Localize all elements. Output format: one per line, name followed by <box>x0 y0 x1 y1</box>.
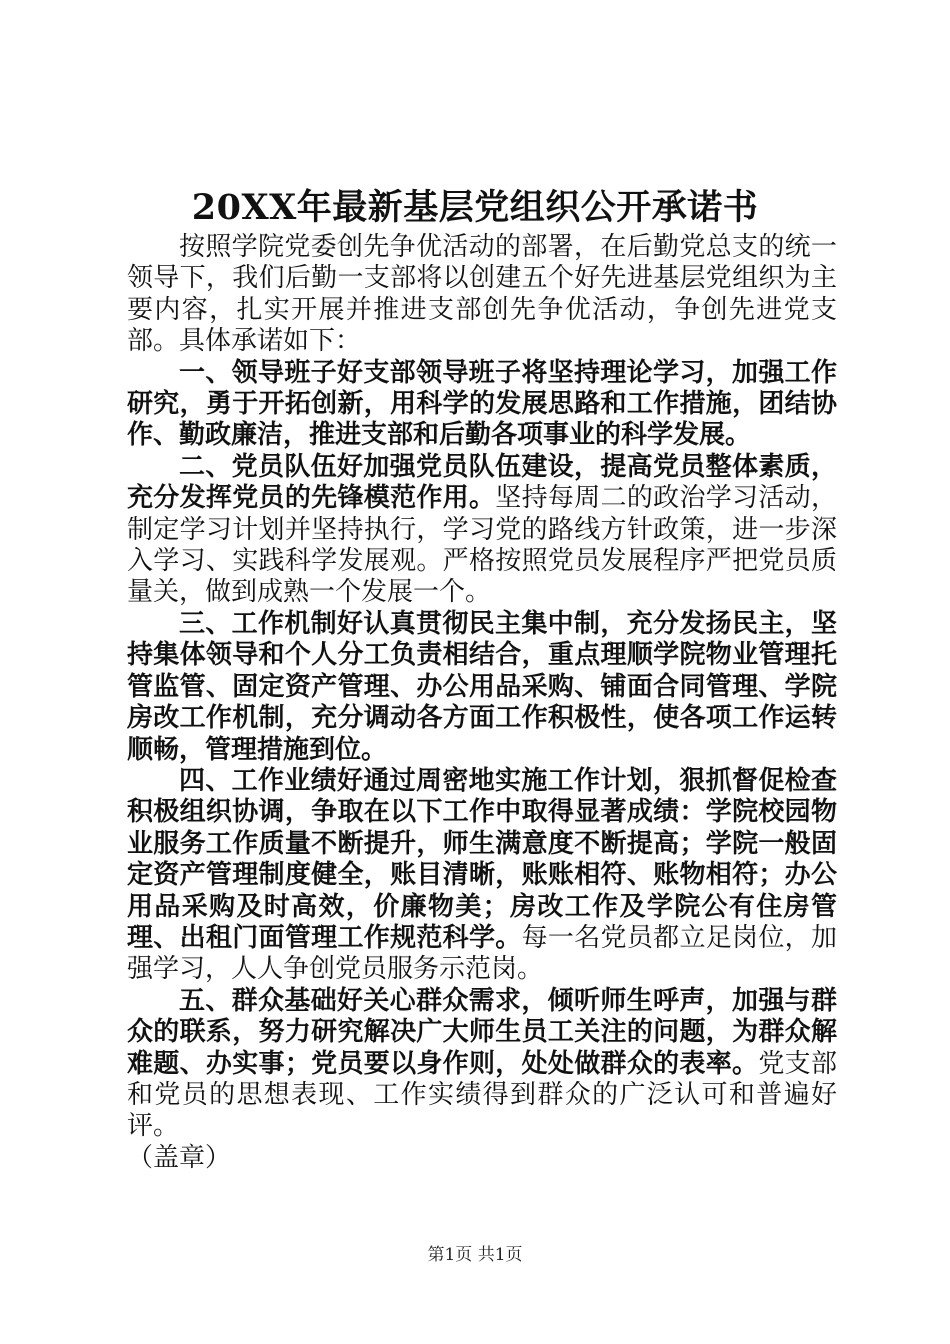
commitment-section-5 <box>127 986 837 1143</box>
section-2-body-text: 坚持每周二的政治学习活动，制定学习计划并坚持执行，学习党的路线方针政策，进一步深入学习、实践科学发展观。严格按照党员发展程序严把党员质量关，做到成熟一个发展一个。 <box>127 483 837 608</box>
commitment-section-3 <box>127 609 837 766</box>
document-title: 20XX年最新基层党组织公开承诺书 <box>191 187 759 228</box>
section-4-body-text: 每一名党员都立足岗位，加强学习，人人争创党员服务示范岗。 <box>127 922 837 985</box>
commitment-section-2 <box>127 452 837 609</box>
commitment-section-1 <box>127 358 837 452</box>
section-1-heading-text: 一、领导班子好支部领导班子将坚持理论学习，加强工作研究，勇于开拓创新，用科学的发展思路和工作措施，团结协作、勤政廉洁，推进支部和后勤各项事业的科学发展。 <box>127 357 837 451</box>
seal-note: （盖章） <box>127 1142 232 1173</box>
section-3-heading-text: 三、工作机制好认真贯彻民主集中制，充分发扬民主，坚持集体领导和个人分工负责相结合，重点理顺学院物业管理托管监管、固定资产管理、办公用品采购、铺面合同管理、学院房改工作机制，充分调动各方面工作积极性，使各项工作运转顺畅，管理措施到位。 <box>127 608 837 765</box>
section-2-heading-text: 二、党员队伍好加强党员队伍建设，提高党员整体素质，充分发挥党员的先锋模范作用。 <box>127 451 837 514</box>
document-body <box>127 232 837 1174</box>
intro-paragraph: 按照学院党委创先争优活动的部署，在后勤党总支的统一领导下，我们后勤一支部将以创建五个好先进基层党组织为主要内容，扎实开展并推进支部创先争优活动，争创先进党支部。具体承诺如下： <box>127 232 837 357</box>
section-5-body-text: 党支部和党员的思想表现、工作实绩得到群众的广泛认可和普遍好评。 <box>127 1048 837 1142</box>
section-5-heading-text: 五、群众基础好关心群众需求，倾听师生呼声，加强与群众的联系，努力研究解决广大师生员工关注的问题，为群众解难题、办实事；党员要以身作则，处处做群众的表率。 <box>127 985 837 1079</box>
page-footer: 第1页 共1页 <box>427 1245 523 1265</box>
section-4-heading-text: 四、工作业绩好通过周密地实施工作计划，狠抓督促检查积极组织协调，争取在以下工作中取得显著成绩：学院校园物业服务工作质量不断提升，师生满意度不断提高；学院一般固定资产管理制度健全，账目清晰，账账相符、账物相符；办公用品采购及时高效，价廉物美；房改工作及学院公有住房管理、出租门面管理工作规范科学。 <box>127 765 837 953</box>
commitment-section-4 <box>127 766 837 986</box>
